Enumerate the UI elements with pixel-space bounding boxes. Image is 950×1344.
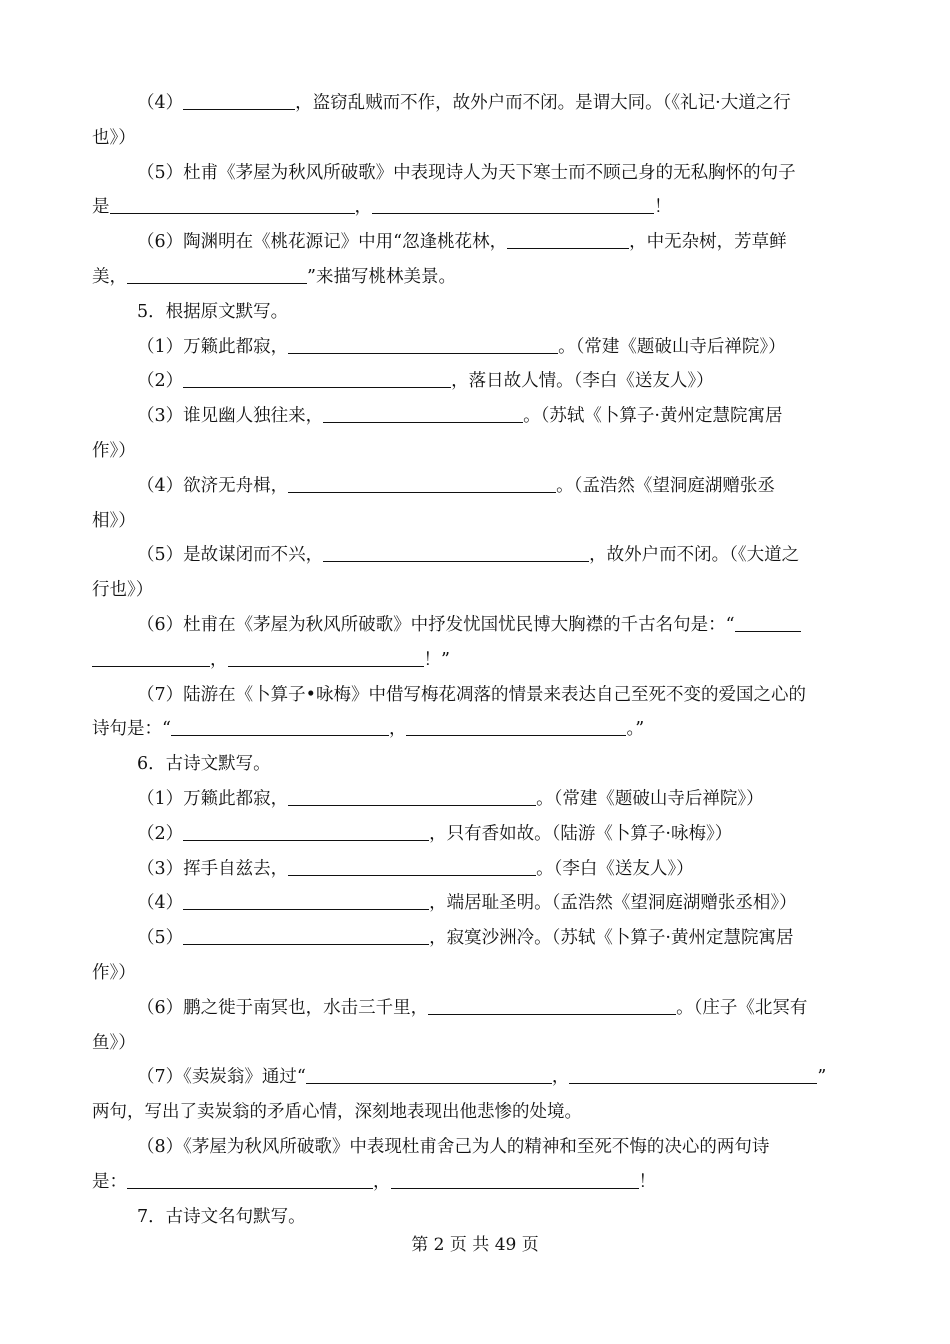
answer-blank[interactable] (110, 196, 355, 215)
line-text: （6）陶渊明在《桃花源记》中用“忽逢桃花林， (137, 232, 508, 253)
answer-blank[interactable] (183, 927, 429, 946)
line-text: 作》） (92, 440, 136, 461)
line-text: （4） (137, 93, 184, 113)
text-line (92, 921, 858, 956)
line-text: ， (354, 197, 372, 218)
answer-blank[interactable] (288, 474, 556, 493)
answer-blank[interactable] (428, 996, 676, 1015)
answer-blank[interactable] (323, 405, 523, 424)
line-text: （3）谁见幽人独往来， (137, 406, 324, 427)
line-text: （5）是故谋闭而不兴， (137, 545, 324, 566)
line-text: （7）《卖炭翁》通过“ (137, 1067, 306, 1088)
answer-blank[interactable] (306, 1066, 552, 1085)
line-text: ，中无杂树，芳草鲜 (629, 232, 787, 253)
line-text: 是 (92, 197, 110, 218)
line-text: 。（苏轼《卜算子·黄州定慧院寓居 (523, 406, 783, 427)
text-line (92, 817, 858, 852)
answer-blank[interactable] (288, 335, 558, 354)
line-text: 7．古诗文名句默写。 (137, 1206, 306, 1227)
line-text: （8）《茅屋为秋风所破歌》中表现杜甫舍己为人的精神和至死不悔的决心的两句诗 (137, 1136, 770, 1157)
line-text: 也》） (92, 127, 136, 148)
text-line (92, 121, 858, 156)
line-text: （4）欲济无舟楫， (137, 475, 289, 496)
line-text: 。（常建《题破山寺后禅院》） (558, 336, 786, 357)
text-line (92, 1130, 858, 1165)
answer-blank[interactable] (228, 648, 424, 667)
line-text: （1）万籁此都寂， (137, 788, 289, 809)
text-line (92, 886, 858, 921)
text-line (92, 1026, 858, 1061)
line-text: 。（常建《题破山寺后禅院》） (536, 788, 764, 809)
answer-blank[interactable] (372, 196, 654, 215)
line-text: ” (817, 1067, 827, 1088)
line-text: ！ (638, 1171, 656, 1192)
line-text: （5） (137, 928, 184, 949)
line-text: 诗句是：“ (92, 719, 171, 740)
answer-blank[interactable] (288, 787, 536, 806)
text-line (92, 1060, 858, 1095)
text-line (92, 364, 858, 399)
line-text: 。” (626, 719, 645, 740)
line-text: 美， (92, 266, 127, 287)
text-line (92, 538, 858, 573)
line-text: （3）挥手自兹去， (137, 858, 289, 879)
answer-blank[interactable] (127, 265, 307, 284)
document-body (92, 86, 858, 1234)
line-text: 。（孟浩然《望洞庭湖赠张丞 (556, 475, 775, 496)
page-number: 第 2 页 共 49 页 (411, 1235, 539, 1255)
text-line (92, 643, 858, 678)
text-line (92, 434, 858, 469)
text-line (92, 573, 858, 608)
line-text: ”来描写桃林美景。 (307, 266, 456, 287)
line-text: 两句，写出了卖炭翁的矛盾心情，深刻地表现出他悲惨的处境。 (92, 1102, 582, 1123)
line-text: ， (210, 649, 228, 670)
text-line (92, 399, 858, 434)
line-text: ，端居耻圣明。（孟浩然《望洞庭湖赠张丞相》） (429, 893, 797, 914)
text-line (92, 156, 858, 191)
answer-blank[interactable] (183, 822, 429, 841)
text-line (92, 330, 858, 365)
line-text: （5）杜甫《茅屋为秋风所破歌》中表现诗人为天下寒士而不顾己身的无私胸怀的句子 (137, 162, 796, 183)
line-text: ，只有香如故。（陆游《卜算子·咏梅》） (429, 823, 733, 844)
text-line (92, 608, 858, 643)
answer-blank[interactable] (92, 648, 210, 667)
line-text: ，落日故人情。（李白《送友人》） (451, 371, 714, 392)
text-line (92, 260, 858, 295)
line-text: 鱼》） (92, 1032, 136, 1053)
line-text: 是： (92, 1171, 127, 1192)
line-text: （1）万籁此都寂， (137, 336, 289, 357)
text-line (92, 1165, 858, 1200)
line-text: ，寂寞沙洲冷。（苏轼《卜算子·黄州定慧院寓居 (429, 928, 794, 949)
line-text: ， (388, 719, 407, 740)
answer-blank[interactable] (507, 231, 629, 250)
text-line (92, 678, 858, 713)
answer-blank[interactable] (127, 1170, 373, 1189)
line-text: 作》） (92, 962, 136, 983)
question-heading (92, 295, 858, 330)
text-line (92, 469, 858, 504)
line-text: （4） (137, 893, 184, 914)
line-text: （6）杜甫在《茅屋为秋风所破歌》中抒发忧国忧民博大胸襟的千古名句是：“ (137, 614, 735, 635)
line-text: ， (551, 1067, 570, 1088)
text-line (92, 1095, 858, 1130)
line-text: 相》） (92, 510, 136, 531)
answer-blank[interactable] (183, 92, 295, 111)
answer-blank[interactable] (288, 857, 536, 876)
answer-blank[interactable] (406, 718, 626, 737)
text-line (92, 852, 858, 887)
line-text: 。（庄子《北冥有 (676, 997, 808, 1018)
line-text: 6．古诗文默写。 (137, 754, 271, 775)
line-text: （6）鹏之徙于南冥也，水击三千里， (137, 997, 429, 1018)
line-text: 。（李白《送友人》） (536, 858, 694, 879)
text-line (92, 86, 858, 121)
answer-blank[interactable] (171, 718, 389, 737)
page-footer (0, 1230, 950, 1260)
line-text: （7）陆游在《卜算子•咏梅》中借写梅花凋落的情景来表达自己至死不变的爱国之心的 (137, 684, 806, 705)
text-line (92, 991, 858, 1026)
line-text: 行也》） (92, 580, 154, 601)
text-line (92, 712, 858, 747)
answer-blank[interactable] (569, 1066, 817, 1085)
line-text: ， (373, 1171, 391, 1192)
line-text: （2） (137, 823, 184, 844)
answer-blank[interactable] (183, 892, 429, 911)
line-text: 5．根据原文默写。 (137, 301, 289, 322)
answer-blank[interactable] (735, 613, 801, 632)
text-line (92, 225, 858, 260)
line-text: ，盗窃乱贼而不作，故外户而不闭。是谓大同。（《礼记·大道之行 (295, 93, 791, 113)
line-text: ，故外户而不闭。（《大道之 (589, 545, 800, 566)
answer-blank[interactable] (323, 544, 589, 563)
text-line (92, 782, 858, 817)
text-line (92, 504, 858, 539)
text-line (92, 190, 858, 225)
answer-blank[interactable] (391, 1170, 639, 1189)
answer-blank[interactable] (183, 370, 451, 389)
line-text: ！” (423, 649, 450, 670)
question-heading (92, 747, 858, 782)
text-line (92, 956, 858, 991)
line-text: ！ (654, 197, 672, 218)
line-text: （2） (137, 371, 184, 392)
